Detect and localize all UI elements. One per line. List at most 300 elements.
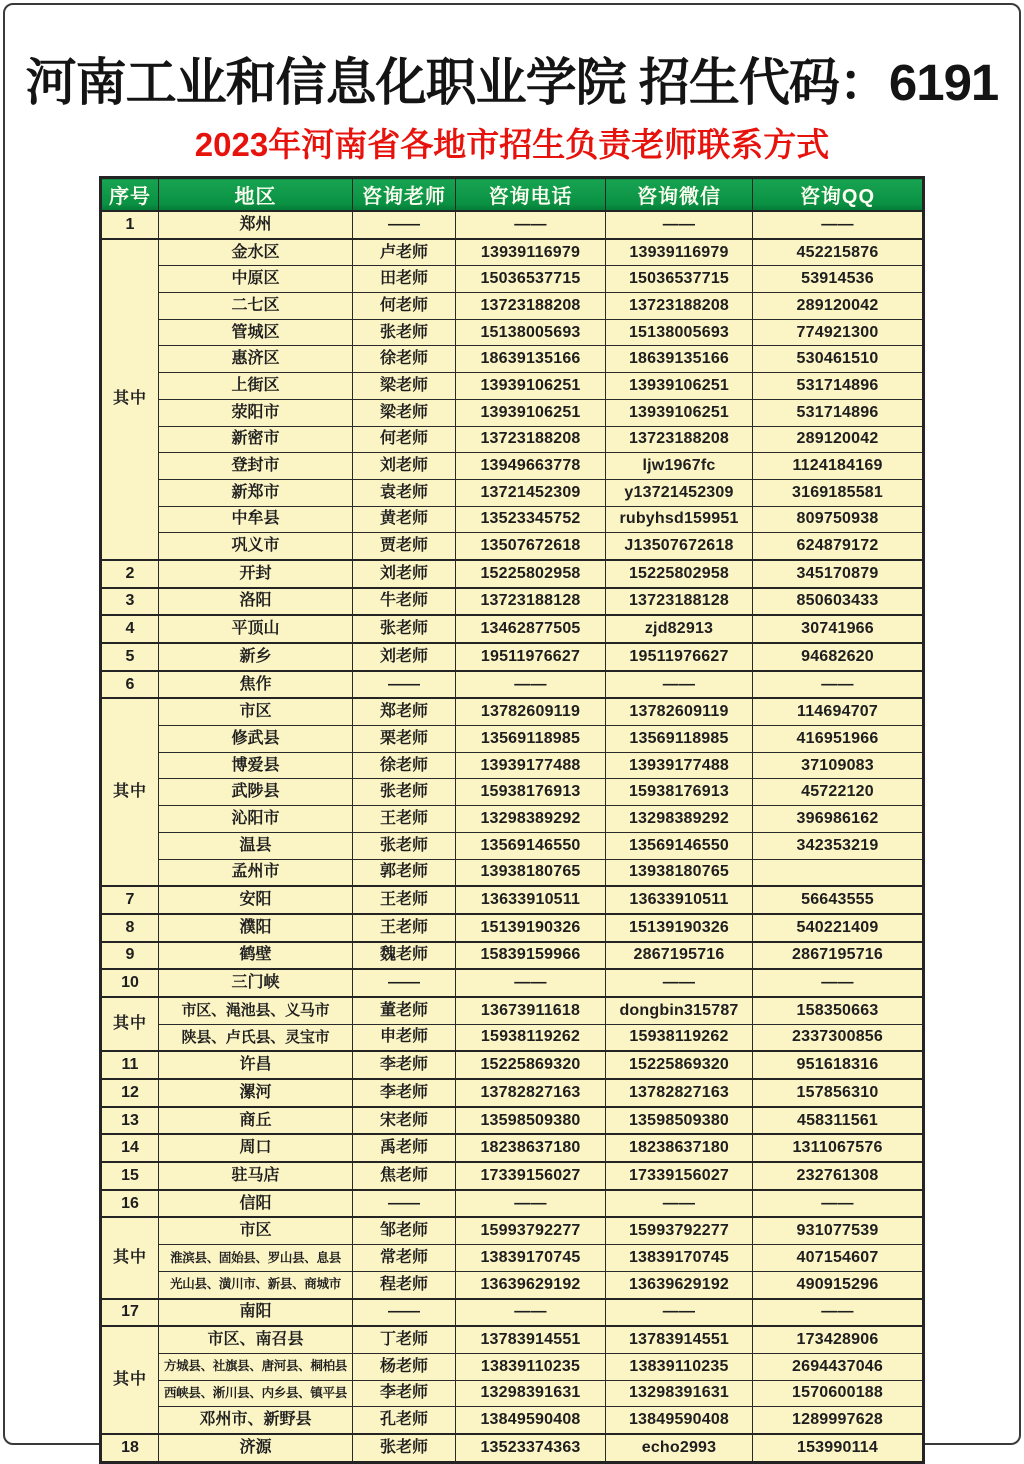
cell-wechat: 15225869320 bbox=[606, 1051, 753, 1079]
table-row bbox=[101, 942, 924, 970]
cell-qq: 452215876 bbox=[753, 239, 924, 266]
cell-region: 焦作 bbox=[159, 671, 353, 699]
cell-region: 新密市 bbox=[159, 426, 353, 453]
cell-region: 许昌 bbox=[159, 1051, 353, 1079]
cell-phone: 15225802958 bbox=[456, 560, 606, 588]
cell-teacher: 张老师 bbox=[353, 319, 456, 346]
cell-phone: 15938119262 bbox=[456, 1024, 606, 1051]
cell-wechat: y13721452309 bbox=[606, 479, 753, 506]
cell-teacher: 徐老师 bbox=[353, 752, 456, 779]
cell-phone: 13783914551 bbox=[456, 1326, 606, 1353]
cell-region: 淮滨县、固始县、罗山县、息县 bbox=[159, 1245, 353, 1272]
cell-wechat: 15938119262 bbox=[606, 1024, 753, 1051]
cell-region: 中原区 bbox=[159, 266, 353, 293]
cell-qq: 1289997628 bbox=[753, 1407, 924, 1434]
cell-qq: 2867195716 bbox=[753, 942, 924, 970]
cell-wechat: 13723188128 bbox=[606, 588, 753, 616]
cell-serial: 3 bbox=[101, 588, 159, 616]
cell-qq: 490915296 bbox=[753, 1271, 924, 1298]
page-subtitle: 2023年河南省各地市招生负责老师联系方式 bbox=[194, 126, 830, 163]
cell-wechat: 18238637180 bbox=[606, 1134, 753, 1162]
cell-serial: 11 bbox=[101, 1051, 159, 1079]
cell-qq: 2337300856 bbox=[753, 1024, 924, 1051]
cell-qq: —— bbox=[753, 969, 924, 997]
cell-teacher: 李老师 bbox=[353, 1079, 456, 1107]
table-row bbox=[101, 426, 924, 453]
cell-teacher: 杨老师 bbox=[353, 1353, 456, 1380]
cell-qq: 173428906 bbox=[753, 1326, 924, 1353]
cell-wechat: 13783914551 bbox=[606, 1326, 753, 1353]
cell-qq: 951618316 bbox=[753, 1051, 924, 1079]
cell-teacher: 刘老师 bbox=[353, 560, 456, 588]
cell-region: 管城区 bbox=[159, 319, 353, 346]
cell-group-label: 其中 bbox=[101, 1326, 159, 1434]
cell-qq: 458311561 bbox=[753, 1107, 924, 1135]
cell-group-label: 其中 bbox=[101, 239, 159, 560]
cell-teacher: 禹老师 bbox=[353, 1134, 456, 1162]
cell-region: 市区 bbox=[159, 1217, 353, 1244]
cell-serial: 5 bbox=[101, 643, 159, 671]
cell-region: 信阳 bbox=[159, 1190, 353, 1218]
cell-wechat: 13938180765 bbox=[606, 859, 753, 886]
cell-qq: —— bbox=[753, 1190, 924, 1218]
cell-region: 市区、渑池县、义马市 bbox=[159, 997, 353, 1024]
column-header-0: 序号 bbox=[101, 178, 159, 212]
cell-serial: 7 bbox=[101, 886, 159, 914]
cell-teacher: 王老师 bbox=[353, 914, 456, 942]
cell-phone: 13569146550 bbox=[456, 832, 606, 859]
cell-teacher: 袁老师 bbox=[353, 479, 456, 506]
cell-qq: 56643555 bbox=[753, 886, 924, 914]
cell-qq: 3169185581 bbox=[753, 479, 924, 506]
cell-region: 商丘 bbox=[159, 1107, 353, 1135]
cell-qq: 53914536 bbox=[753, 266, 924, 293]
cell-teacher: 张老师 bbox=[353, 615, 456, 643]
table-row bbox=[101, 1024, 924, 1051]
cell-region: 郑州 bbox=[159, 211, 353, 239]
cell-region: 方城县、社旗县、唐河县、桐柏县 bbox=[159, 1353, 353, 1380]
cell-wechat: 15225802958 bbox=[606, 560, 753, 588]
cell-region: 温县 bbox=[159, 832, 353, 859]
table-row bbox=[101, 239, 924, 266]
cell-wechat: dongbin315787 bbox=[606, 997, 753, 1024]
cell-teacher: 郭老师 bbox=[353, 859, 456, 886]
cell-teacher: —— bbox=[353, 1299, 456, 1327]
cell-qq: 774921300 bbox=[753, 319, 924, 346]
cell-teacher: 梁老师 bbox=[353, 373, 456, 400]
cell-region: 济源 bbox=[159, 1434, 353, 1462]
cell-wechat: 13723188208 bbox=[606, 426, 753, 453]
table-row bbox=[101, 1134, 924, 1162]
cell-qq bbox=[753, 859, 924, 886]
cell-phone: 13723188208 bbox=[456, 426, 606, 453]
cell-phone: —— bbox=[456, 671, 606, 699]
cell-qq: 850603433 bbox=[753, 588, 924, 616]
cell-phone: 15225869320 bbox=[456, 1051, 606, 1079]
table-row bbox=[101, 506, 924, 533]
cell-phone: 18639135166 bbox=[456, 346, 606, 373]
cell-qq: 342353219 bbox=[753, 832, 924, 859]
cell-phone: 13839170745 bbox=[456, 1245, 606, 1272]
cell-serial: 17 bbox=[101, 1299, 159, 1327]
cell-qq: 345170879 bbox=[753, 560, 924, 588]
table-row bbox=[101, 886, 924, 914]
cell-region: 漯河 bbox=[159, 1079, 353, 1107]
cell-serial: 15 bbox=[101, 1162, 159, 1190]
cell-wechat: 13569118985 bbox=[606, 726, 753, 753]
cell-wechat: J13507672618 bbox=[606, 533, 753, 560]
table-header-row bbox=[101, 178, 924, 212]
cell-region: 沁阳市 bbox=[159, 806, 353, 833]
cell-wechat: 13782827163 bbox=[606, 1079, 753, 1107]
cell-serial: 4 bbox=[101, 615, 159, 643]
table-row bbox=[101, 211, 924, 239]
table-row bbox=[101, 1051, 924, 1079]
cell-phone: 13782609119 bbox=[456, 698, 606, 725]
cell-teacher: 何老师 bbox=[353, 293, 456, 320]
cell-wechat: 13939116979 bbox=[606, 239, 753, 266]
cell-wechat: 18639135166 bbox=[606, 346, 753, 373]
cell-region: 中牟县 bbox=[159, 506, 353, 533]
cell-teacher: 丁老师 bbox=[353, 1326, 456, 1353]
cell-wechat: 13298389292 bbox=[606, 806, 753, 833]
cell-phone: 13298391631 bbox=[456, 1380, 606, 1407]
poster-page bbox=[3, 3, 1021, 1456]
cell-phone: 13598509380 bbox=[456, 1107, 606, 1135]
table-row bbox=[101, 1217, 924, 1244]
cell-qq: 158350663 bbox=[753, 997, 924, 1024]
cell-qq: 2694437046 bbox=[753, 1353, 924, 1380]
cell-wechat: 15138005693 bbox=[606, 319, 753, 346]
cell-wechat: 17339156027 bbox=[606, 1162, 753, 1190]
cell-serial: 6 bbox=[101, 671, 159, 699]
cell-teacher: 牛老师 bbox=[353, 588, 456, 616]
cell-qq: 416951966 bbox=[753, 726, 924, 753]
table-row bbox=[101, 346, 924, 373]
table-row bbox=[101, 373, 924, 400]
cell-region: 西峡县、淅川县、内乡县、镇平县 bbox=[159, 1380, 353, 1407]
table-row bbox=[101, 914, 924, 942]
cell-region: 光山县、潢川市、新县、商城市 bbox=[159, 1271, 353, 1298]
cell-teacher: 梁老师 bbox=[353, 399, 456, 426]
cell-phone: 13523345752 bbox=[456, 506, 606, 533]
cell-region: 濮阳 bbox=[159, 914, 353, 942]
cell-serial: 14 bbox=[101, 1134, 159, 1162]
cell-serial: 8 bbox=[101, 914, 159, 942]
table-row bbox=[101, 615, 924, 643]
cell-phone: —— bbox=[456, 211, 606, 239]
cell-region: 市区、南召县 bbox=[159, 1326, 353, 1353]
table-row bbox=[101, 969, 924, 997]
cell-region: 周口 bbox=[159, 1134, 353, 1162]
cell-teacher: 申老师 bbox=[353, 1024, 456, 1051]
cell-wechat: ljw1967fc bbox=[606, 453, 753, 480]
cell-qq: 232761308 bbox=[753, 1162, 924, 1190]
cell-teacher: 何老师 bbox=[353, 426, 456, 453]
column-header-5: 咨询QQ bbox=[753, 178, 924, 212]
cell-region: 陕县、卢氏县、灵宝市 bbox=[159, 1024, 353, 1051]
cell-region: 开封 bbox=[159, 560, 353, 588]
cell-teacher: 贾老师 bbox=[353, 533, 456, 560]
cell-group-label: 其中 bbox=[101, 1217, 159, 1298]
cell-wechat: 19511976627 bbox=[606, 643, 753, 671]
cell-region: 新郑市 bbox=[159, 479, 353, 506]
cell-phone: 13298389292 bbox=[456, 806, 606, 833]
table-row bbox=[101, 1434, 924, 1462]
cell-qq: 157856310 bbox=[753, 1079, 924, 1107]
cell-region: 平顶山 bbox=[159, 615, 353, 643]
cell-teacher: 张老师 bbox=[353, 1434, 456, 1462]
table-row bbox=[101, 1107, 924, 1135]
cell-phone: —— bbox=[456, 1190, 606, 1218]
cell-wechat: 13598509380 bbox=[606, 1107, 753, 1135]
cell-wechat: 2867195716 bbox=[606, 942, 753, 970]
cell-phone: 17339156027 bbox=[456, 1162, 606, 1190]
cell-region: 惠济区 bbox=[159, 346, 353, 373]
cell-region: 武陟县 bbox=[159, 779, 353, 806]
cell-teacher: 董老师 bbox=[353, 997, 456, 1024]
cell-qq: 931077539 bbox=[753, 1217, 924, 1244]
cell-region: 博爱县 bbox=[159, 752, 353, 779]
cell-region: 南阳 bbox=[159, 1299, 353, 1327]
cell-region: 二七区 bbox=[159, 293, 353, 320]
table-row bbox=[101, 479, 924, 506]
cell-region: 驻马店 bbox=[159, 1162, 353, 1190]
cell-phone: 13673911618 bbox=[456, 997, 606, 1024]
cell-qq: 530461510 bbox=[753, 346, 924, 373]
cell-region: 上街区 bbox=[159, 373, 353, 400]
cell-phone: —— bbox=[456, 1299, 606, 1327]
cell-phone: 13849590408 bbox=[456, 1407, 606, 1434]
table-row bbox=[101, 1326, 924, 1353]
cell-wechat: 13633910511 bbox=[606, 886, 753, 914]
table-row bbox=[101, 859, 924, 886]
cell-wechat: 13839170745 bbox=[606, 1245, 753, 1272]
cell-qq: 37109083 bbox=[753, 752, 924, 779]
column-header-3: 咨询电话 bbox=[456, 178, 606, 212]
cell-wechat: zjd82913 bbox=[606, 615, 753, 643]
table-row bbox=[101, 1162, 924, 1190]
cell-phone: 13782827163 bbox=[456, 1079, 606, 1107]
cell-teacher: 程老师 bbox=[353, 1271, 456, 1298]
table-body bbox=[101, 211, 924, 1462]
cell-region: 新乡 bbox=[159, 643, 353, 671]
cell-teacher: 李老师 bbox=[353, 1380, 456, 1407]
column-header-2: 咨询老师 bbox=[353, 178, 456, 212]
cell-group-label: 其中 bbox=[101, 698, 159, 886]
table-row bbox=[101, 671, 924, 699]
cell-phone: 13639629192 bbox=[456, 1271, 606, 1298]
table-row bbox=[101, 806, 924, 833]
cell-qq: 1124184169 bbox=[753, 453, 924, 480]
table-row bbox=[101, 1299, 924, 1327]
cell-teacher: —— bbox=[353, 211, 456, 239]
cell-region: 金水区 bbox=[159, 239, 353, 266]
cell-teacher: 郑老师 bbox=[353, 698, 456, 725]
cell-wechat: echo2993 bbox=[606, 1434, 753, 1462]
cell-serial: 16 bbox=[101, 1190, 159, 1218]
cell-phone: 13839110235 bbox=[456, 1353, 606, 1380]
cell-wechat: 13723188208 bbox=[606, 293, 753, 320]
cell-serial: 10 bbox=[101, 969, 159, 997]
cell-wechat: 13569146550 bbox=[606, 832, 753, 859]
table-row bbox=[101, 779, 924, 806]
cell-wechat: —— bbox=[606, 969, 753, 997]
table-row bbox=[101, 752, 924, 779]
cell-wechat: —— bbox=[606, 1299, 753, 1327]
cell-qq: 114694707 bbox=[753, 698, 924, 725]
table-row bbox=[101, 1079, 924, 1107]
cell-qq: 531714896 bbox=[753, 373, 924, 400]
cell-serial: 18 bbox=[101, 1434, 159, 1462]
cell-wechat: 15938176913 bbox=[606, 779, 753, 806]
cell-phone: 15139190326 bbox=[456, 914, 606, 942]
cell-wechat: 15993792277 bbox=[606, 1217, 753, 1244]
cell-phone: 13507672618 bbox=[456, 533, 606, 560]
cell-serial: 1 bbox=[101, 211, 159, 239]
cell-serial: 9 bbox=[101, 942, 159, 970]
cell-teacher: 王老师 bbox=[353, 886, 456, 914]
cell-teacher: —— bbox=[353, 969, 456, 997]
cell-region: 洛阳 bbox=[159, 588, 353, 616]
cell-teacher: 栗老师 bbox=[353, 726, 456, 753]
table-row bbox=[101, 997, 924, 1024]
table-row bbox=[101, 1380, 924, 1407]
cell-teacher: 田老师 bbox=[353, 266, 456, 293]
cell-wechat: 13939106251 bbox=[606, 399, 753, 426]
cell-phone: 13462877505 bbox=[456, 615, 606, 643]
cell-teacher: 孔老师 bbox=[353, 1407, 456, 1434]
cell-qq: 624879172 bbox=[753, 533, 924, 560]
table-row bbox=[101, 1407, 924, 1434]
cell-wechat: 15036537715 bbox=[606, 266, 753, 293]
contact-table bbox=[99, 176, 925, 1464]
cell-wechat: —— bbox=[606, 671, 753, 699]
cell-teacher: 张老师 bbox=[353, 832, 456, 859]
cell-phone: 13939106251 bbox=[456, 373, 606, 400]
cell-teacher: 焦老师 bbox=[353, 1162, 456, 1190]
cell-phone: 15993792277 bbox=[456, 1217, 606, 1244]
cell-wechat: 13839110235 bbox=[606, 1353, 753, 1380]
cell-wechat: rubyhsd159951 bbox=[606, 506, 753, 533]
cell-qq: 809750938 bbox=[753, 506, 924, 533]
cell-region: 修武县 bbox=[159, 726, 353, 753]
cell-wechat: 13639629192 bbox=[606, 1271, 753, 1298]
cell-qq: 1311067576 bbox=[753, 1134, 924, 1162]
cell-region: 孟州市 bbox=[159, 859, 353, 886]
cell-serial: 12 bbox=[101, 1079, 159, 1107]
cell-wechat: 13939106251 bbox=[606, 373, 753, 400]
table-row bbox=[101, 726, 924, 753]
table-row bbox=[101, 643, 924, 671]
cell-serial: 2 bbox=[101, 560, 159, 588]
cell-teacher: 常老师 bbox=[353, 1245, 456, 1272]
table-row bbox=[101, 293, 924, 320]
cell-qq: 94682620 bbox=[753, 643, 924, 671]
table-row bbox=[101, 266, 924, 293]
cell-qq: 30741966 bbox=[753, 615, 924, 643]
cell-phone: 13939106251 bbox=[456, 399, 606, 426]
column-header-4: 咨询微信 bbox=[606, 178, 753, 212]
table-row bbox=[101, 588, 924, 616]
cell-region: 安阳 bbox=[159, 886, 353, 914]
cell-qq: 407154607 bbox=[753, 1245, 924, 1272]
cell-region: 荥阳市 bbox=[159, 399, 353, 426]
cell-teacher: 刘老师 bbox=[353, 453, 456, 480]
cell-phone: 19511976627 bbox=[456, 643, 606, 671]
cell-teacher: 邹老师 bbox=[353, 1217, 456, 1244]
cell-teacher: 徐老师 bbox=[353, 346, 456, 373]
cell-phone: 15839159966 bbox=[456, 942, 606, 970]
table-row bbox=[101, 319, 924, 346]
table-row bbox=[101, 698, 924, 725]
cell-wechat: 15139190326 bbox=[606, 914, 753, 942]
cell-phone: 13723188128 bbox=[456, 588, 606, 616]
table-row bbox=[101, 453, 924, 480]
cell-qq: 153990114 bbox=[753, 1434, 924, 1462]
cell-phone: 13569118985 bbox=[456, 726, 606, 753]
cell-phone: 13721452309 bbox=[456, 479, 606, 506]
cell-region: 市区 bbox=[159, 698, 353, 725]
cell-region: 登封市 bbox=[159, 453, 353, 480]
cell-qq: 531714896 bbox=[753, 399, 924, 426]
table-row bbox=[101, 399, 924, 426]
cell-teacher: —— bbox=[353, 1190, 456, 1218]
cell-teacher: 张老师 bbox=[353, 779, 456, 806]
cell-wechat: 13939177488 bbox=[606, 752, 753, 779]
cell-wechat: 13849590408 bbox=[606, 1407, 753, 1434]
cell-teacher: 王老师 bbox=[353, 806, 456, 833]
cell-region: 邓州市、新野县 bbox=[159, 1407, 353, 1434]
table-row bbox=[101, 1245, 924, 1272]
cell-qq: —— bbox=[753, 211, 924, 239]
cell-serial: 13 bbox=[101, 1107, 159, 1135]
cell-qq: 289120042 bbox=[753, 426, 924, 453]
table-row bbox=[101, 1353, 924, 1380]
table-row bbox=[101, 533, 924, 560]
cell-phone: 13949663778 bbox=[456, 453, 606, 480]
cell-qq: 1570600188 bbox=[753, 1380, 924, 1407]
cell-phone: 13938180765 bbox=[456, 859, 606, 886]
table-row bbox=[101, 1271, 924, 1298]
cell-phone: 15036537715 bbox=[456, 266, 606, 293]
page-title: 河南工业和信息化职业学院 招生代码：6191 bbox=[25, 54, 999, 111]
cell-qq: —— bbox=[753, 1299, 924, 1327]
cell-wechat: —— bbox=[606, 211, 753, 239]
cell-qq: 540221409 bbox=[753, 914, 924, 942]
cell-phone: 13523374363 bbox=[456, 1434, 606, 1462]
cell-region: 巩义市 bbox=[159, 533, 353, 560]
cell-teacher: —— bbox=[353, 671, 456, 699]
cell-qq: —— bbox=[753, 671, 924, 699]
cell-teacher: 卢老师 bbox=[353, 239, 456, 266]
cell-qq: 396986162 bbox=[753, 806, 924, 833]
cell-phone: —— bbox=[456, 969, 606, 997]
cell-teacher: 刘老师 bbox=[353, 643, 456, 671]
cell-phone: 13633910511 bbox=[456, 886, 606, 914]
cell-region: 三门峡 bbox=[159, 969, 353, 997]
cell-teacher: 魏老师 bbox=[353, 942, 456, 970]
cell-qq: 45722120 bbox=[753, 779, 924, 806]
column-header-1: 地区 bbox=[159, 178, 353, 212]
cell-qq: 289120042 bbox=[753, 293, 924, 320]
cell-teacher: 黄老师 bbox=[353, 506, 456, 533]
cell-wechat: 13782609119 bbox=[606, 698, 753, 725]
cell-group-label: 其中 bbox=[101, 997, 159, 1051]
table-row bbox=[101, 560, 924, 588]
table-row bbox=[101, 1190, 924, 1218]
cell-teacher: 宋老师 bbox=[353, 1107, 456, 1135]
